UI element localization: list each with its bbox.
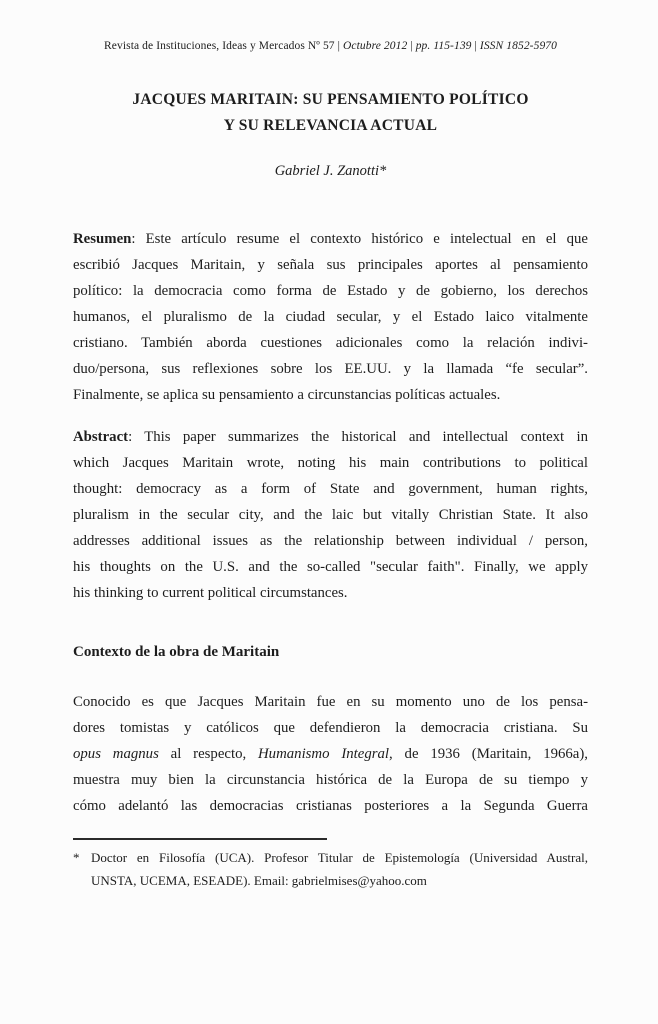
article-title: JACQUES MARITAIN: SU PENSAMIENTO POLÍTICO Y SU RELEVANCIA ACTUAL — [132, 91, 529, 134]
footnote — [73, 846, 588, 892]
footnote-marker: * — [73, 850, 80, 865]
journal-header: Revista de Instituciones, Ideas y Mercados Nº 57 | Octubre 2012 | pp. 115-139 | ISSN 1852-5970 — [104, 40, 557, 52]
footnote-divider — [73, 838, 327, 840]
resumen-paragraph: Resumen: Este artículo resume el contexto histórico e intelectual en el que escribió Jacques Maritain, y señala sus principales aportes al pensamiento político: la democracia como forma de Estado y de gobierno, los derechos humanos, el pluralismo de la ciudad secular, y el Estado laico vitalmente cristiano. También aborda cuestiones adicionales como la relación indivi- duo/persona, sus reflexiones sobre los EE.UU. y la llamada “fe secular”. Finalmente, se aplica su pensamiento a circunstancias políticas actuales. — [73, 231, 588, 403]
abstract-paragraph: Abstract: This paper summarizes the historical and intellectual context in which Jacques Maritain wrote, noting his main contributions to political thought: democracy as a form of State and government, human rights, pluralism in the secular city, and the laic but vitally Christian State. It also addresses additional issues as the relationship between individual / person, his thoughts on the U.S. and the so-called "secular faith". Finally, we apply his thinking to current political circumstances. — [73, 429, 588, 601]
body-paragraph: Conocido es que Jacques Maritain fue en su momento uno de los pensa- dores tomistas y católicos que defendieron la democracia cristiana. Su opus magnus al respecto, Humanismo Integral, de 1936 (Maritain, 1966a), muestra muy bien la circunstancia histórica de la Europa de su tiempo y cómo adelantó las democracias cristianas posteriores a la Segunda Guerra — [73, 694, 588, 814]
section-heading: Contexto de la obra de Maritain — [73, 644, 280, 660]
footnote-text: Doctor en Filosofía (UCA). Profesor Titular de Epistemología (Universidad Austral, UNSTA, UCEMA, ESEADE). Email: gabrielmises@yahoo.com — [91, 850, 588, 888]
author-name: Gabriel J. Zanotti* — [274, 163, 387, 179]
